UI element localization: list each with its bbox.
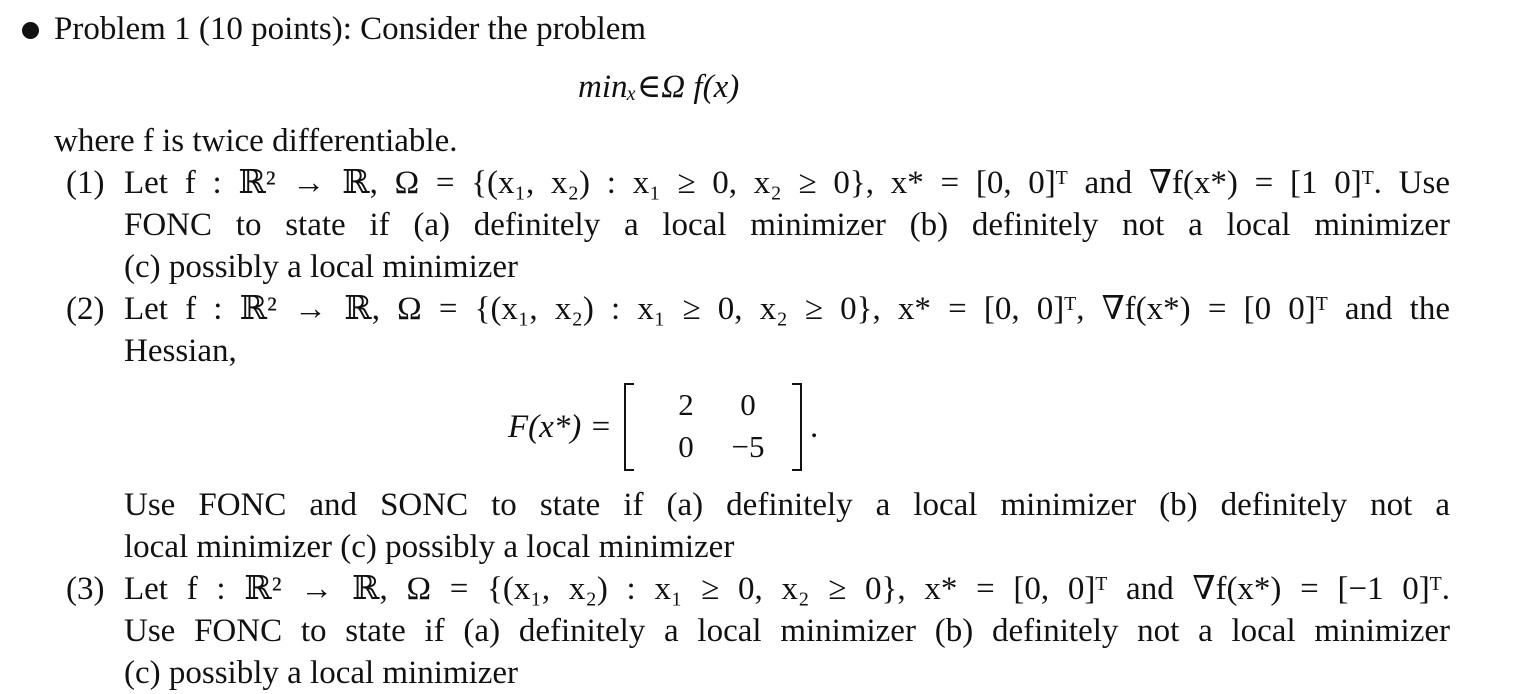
- problem-header: Problem 1 (10 points): Consider the problem: [54, 11, 647, 47]
- hessian-matrix: [624, 383, 802, 469]
- part-2-number: (2): [66, 291, 105, 327]
- part-3-line-3: (c) possibly a local minimizer: [124, 655, 519, 691]
- part-1-line-1: Let f : ℝ² → ℝ, Ω = {(x₁, x₂) : x₁ ≥ 0, x₂ ≥ 0}, x* = [0, 0]ᵀ and ∇f(x*) = [1 0]ᵀ. Use: [124, 165, 1450, 201]
- problem-formula: minₓ∈Ω f(x): [578, 69, 740, 105]
- part-3-number: (3): [66, 571, 105, 607]
- part-2-line-2: Hessian,: [124, 333, 237, 369]
- part-2-after-line-2: local minimizer (c) possibly a local minimizer: [124, 529, 735, 565]
- part-2-after: [124, 484, 1450, 568]
- part-2-line-1: Let f : ℝ² → ℝ, Ω = {(x₁, x₂) : x₁ ≥ 0, x₂ ≥ 0}, x* = [0, 0]ᵀ, ∇f(x*) = [0 0]ᵀ and the: [124, 291, 1450, 327]
- part-3-text: [124, 568, 1450, 694]
- hessian-end: .: [810, 409, 819, 445]
- matrix-cell: 0: [740, 387, 756, 422]
- bullet-icon: [22, 22, 39, 39]
- matrix-right-bracket: [792, 383, 802, 471]
- part-3-line-2: Use FONC to state if (a) definitely a local minimizer (b) definitely not a local minimizer: [124, 613, 1450, 649]
- matrix-cell: 0: [678, 429, 694, 464]
- matrix-cell: −5: [731, 429, 765, 464]
- part-1-number: (1): [66, 165, 105, 201]
- matrix-cell: 2: [678, 387, 694, 422]
- part-1-line-2: FONC to state if (a) definitely a local minimizer (b) definitely not a local minimizer: [124, 207, 1450, 243]
- part-1-text: [124, 162, 1450, 288]
- hessian-label: F(x*) =: [508, 409, 612, 445]
- problem-where: where f is twice differentiable.: [54, 123, 458, 159]
- part-2-text: [124, 288, 1450, 372]
- matrix-left-bracket: [624, 383, 634, 471]
- part-2-after-line-1: Use FONC and SONC to state if (a) definitely a local minimizer (b) definitely not a: [124, 487, 1450, 523]
- part-1-line-3: (c) possibly a local minimizer: [124, 249, 519, 285]
- part-3-line-1: Let f : ℝ² → ℝ, Ω = {(x₁, x₂) : x₁ ≥ 0, x₂ ≥ 0}, x* = [0, 0]ᵀ and ∇f(x*) = [−1 0]ᵀ.: [124, 571, 1450, 607]
